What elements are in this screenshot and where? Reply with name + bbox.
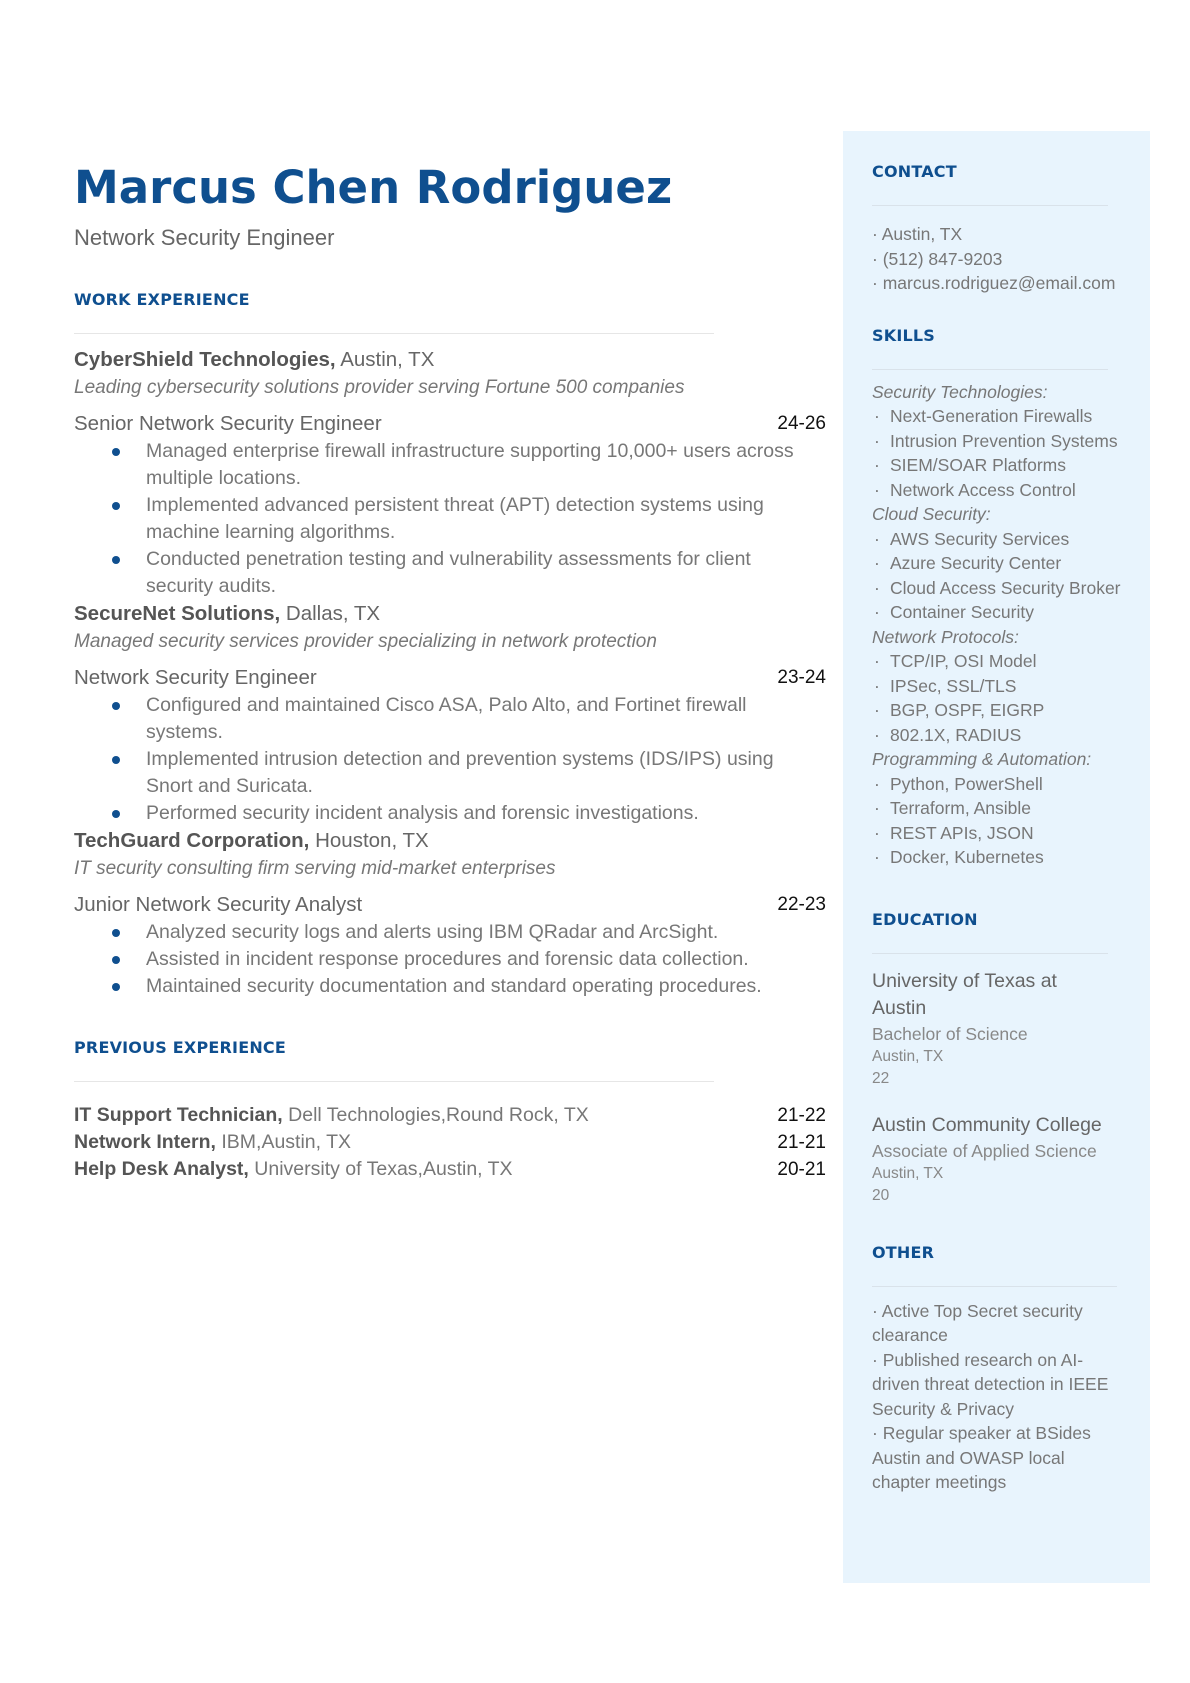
skill-text: 802.1X, RADIUS	[890, 724, 1022, 745]
achievement-item	[146, 946, 796, 973]
education-degree: Associate of Applied Science	[872, 1140, 1097, 1161]
bullet-icon: ·	[874, 651, 880, 671]
education-school: University of Texas at Austin	[872, 969, 1057, 1019]
bullet-icon	[112, 702, 120, 710]
achievement-text: Configured and maintained Cisco ASA, Palo Alto, and Fortinet firewall systems.	[146, 694, 747, 743]
role-row	[74, 664, 826, 692]
role-title: Junior Network Security Analyst	[74, 893, 363, 916]
section-divider	[872, 1286, 1117, 1287]
bullet-icon: ·	[874, 602, 880, 622]
company-location: Dallas, TX	[280, 602, 381, 625]
skill-item	[872, 404, 1127, 429]
role-title: Senior Network Security Engineer	[74, 412, 382, 435]
skill-text: Next-Generation Firewalls	[890, 406, 1093, 426]
bullet-icon	[112, 983, 120, 991]
skill-item	[872, 478, 1127, 503]
bullet-icon: ·	[874, 577, 880, 598]
skill-item	[872, 796, 1127, 821]
section-title-previous-experience: PREVIOUS EXPERIENCE	[74, 1038, 286, 1057]
other-item: · Published research on AI-driven threat detection in IEEE Security & Privacy	[872, 1349, 1109, 1419]
achievement-text: Performed security incident analysis and forensic investigations.	[146, 802, 699, 824]
candidate-title: Network Security Engineer	[74, 225, 335, 250]
previous-experience-item	[74, 1156, 826, 1183]
company-tagline: Leading cybersecurity solutions provider serving Fortune 500 companies	[74, 377, 685, 398]
bullet-icon: ·	[874, 847, 880, 867]
skill-category: Programming & Automation:	[872, 749, 1092, 769]
achievement-item	[146, 438, 796, 492]
other-list	[872, 1299, 1112, 1495]
bullet-icon: ·	[874, 675, 880, 696]
section-title-work-experience: WORK EXPERIENCE	[74, 290, 250, 309]
education-year: 22	[872, 1069, 890, 1087]
sidebar	[843, 131, 1150, 1583]
company-line	[74, 346, 826, 374]
bullet-icon: ·	[874, 455, 880, 475]
company-line	[74, 600, 826, 628]
section-title-education: EDUCATION	[872, 909, 978, 929]
previous-dates: 21-21	[777, 1132, 826, 1153]
contact-email-link[interactable]: marcus.rodriguez@email.com	[882, 273, 1116, 293]
education-location: Austin, TX	[872, 1164, 944, 1182]
skill-text: Cloud Access Security Broker	[890, 577, 1121, 598]
role-dates: 22-23	[777, 894, 826, 915]
section-divider	[74, 333, 714, 334]
achievement-text: Analyzed security logs and alerts using IBM QRadar and ArcSight.	[146, 921, 719, 943]
skill-text: Python, PowerShell	[890, 773, 1043, 794]
achievement-text: Implemented intrusion detection and prevention systems (IDS/IPS) using Snort and Suricata.	[146, 748, 774, 797]
education-entry	[872, 1112, 1127, 1207]
previous-role: Help Desk Analyst,	[74, 1158, 249, 1180]
skill-item	[872, 453, 1127, 478]
job-entry	[74, 600, 826, 827]
previous-dates: 20-21	[777, 1159, 826, 1180]
section-title-other: OTHER	[872, 1242, 935, 1262]
skill-item	[872, 527, 1127, 552]
achievement-text: Implemented advanced persistent threat (APT) detection systems using machine learning algorithms.	[146, 494, 764, 543]
previous-dates: 21-22	[777, 1105, 826, 1126]
skill-text: Terraform, Ansible	[890, 798, 1032, 818]
section-divider	[872, 205, 1108, 206]
job-entry	[74, 346, 826, 600]
contact-phone: · (512) 847-9203	[872, 248, 1003, 269]
skill-text: IPSec, SSL/TLS	[890, 675, 1017, 696]
bullet-icon: ·	[874, 528, 880, 549]
achievement-list	[74, 919, 796, 1000]
education-degree: Bachelor of Science	[872, 1023, 1028, 1044]
role-title: Network Security Engineer	[74, 666, 317, 689]
role-dates: 23-24	[777, 667, 826, 688]
skill-text: BGP, OSPF, EIGRP	[890, 700, 1045, 720]
other-text: Regular speaker at BSides Austin and OWASP local chapter meetings	[872, 1423, 1091, 1492]
previous-detail: Dell Technologies,Round Rock, TX	[282, 1104, 589, 1126]
section-title-contact: CONTACT	[872, 162, 957, 181]
bullet-icon	[112, 556, 120, 564]
company-location: Houston, TX	[309, 829, 429, 852]
education-location: Austin, TX	[872, 1047, 944, 1065]
skill-text: TCP/IP, OSI Model	[890, 651, 1037, 671]
skill-item	[872, 723, 1127, 748]
sidebar-content	[872, 131, 1127, 1495]
bullet-icon	[112, 502, 120, 510]
company-line	[74, 827, 826, 855]
bullet-icon: ·	[874, 406, 880, 426]
previous-experience-item	[74, 1102, 826, 1129]
contact-phone-text: (512) 847-9203	[882, 248, 1003, 269]
previous-experience-item	[74, 1129, 826, 1156]
other-text: Active Top Secret security clearance	[872, 1300, 1083, 1345]
previous-detail: University of Texas,Austin, TX	[248, 1158, 513, 1180]
skill-item	[872, 845, 1127, 870]
skill-text: REST APIs, JSON	[890, 822, 1034, 843]
candidate-name: Marcus Chen Rodriguez	[74, 161, 673, 214]
bullet-icon	[112, 956, 120, 964]
skill-text: Azure Security Center	[890, 553, 1062, 573]
skill-item	[872, 429, 1127, 454]
skill-text: Intrusion Prevention Systems	[890, 430, 1118, 451]
section-divider	[872, 369, 1108, 370]
achievement-text: Assisted in incident response procedures and forensic data collection.	[146, 948, 749, 970]
previous-role: IT Support Technician,	[74, 1104, 283, 1126]
company-tagline: Managed security services provider specializing in network protection	[74, 631, 657, 652]
bullet-icon	[112, 448, 120, 456]
company-name: TechGuard Corporation,	[74, 829, 310, 852]
education-entry	[872, 968, 1092, 1090]
skill-text: AWS Security Services	[890, 528, 1070, 549]
skill-item	[872, 576, 1127, 601]
achievement-text: Conducted penetration testing and vulnerability assessments for client security audits.	[146, 548, 751, 597]
achievement-text: Maintained security documentation and standard operating procedures.	[146, 975, 762, 997]
achievement-list	[74, 438, 796, 600]
previous-role: Network Intern,	[74, 1131, 216, 1153]
section-title-skills: SKILLS	[872, 325, 935, 345]
skill-item	[872, 649, 1127, 674]
achievement-item	[146, 746, 796, 800]
bullet-icon: ·	[874, 479, 880, 500]
contact-location: · Austin, TX	[872, 224, 963, 244]
skill-category: Security Technologies:	[872, 381, 1048, 402]
role-row	[74, 410, 826, 438]
contact-email[interactable]: · marcus.rodriguez@email.com	[872, 273, 1116, 293]
bullet-icon: ·	[874, 773, 880, 794]
achievement-list	[74, 692, 796, 827]
skill-item	[872, 821, 1127, 846]
skill-item	[872, 698, 1127, 723]
other-text: Published research on AI-driven threat detection in IEEE Security & Privacy	[872, 1349, 1109, 1419]
contact-location-text: Austin, TX	[881, 224, 963, 244]
skill-text: SIEM/SOAR Platforms	[890, 455, 1067, 475]
job-entry	[74, 827, 826, 1000]
skill-item	[872, 600, 1127, 625]
skill-item	[872, 772, 1127, 797]
achievement-text: Managed enterprise firewall infrastructure supporting 10,000+ users across multiple locations.	[146, 440, 794, 489]
other-item: · Active Top Secret security clearance	[872, 1300, 1083, 1345]
section-divider	[74, 1081, 714, 1082]
skill-item	[872, 674, 1127, 699]
education-year: 20	[872, 1186, 890, 1204]
bullet-icon: ·	[874, 430, 880, 451]
company-tagline: IT security consulting firm serving mid-market enterprises	[74, 858, 556, 879]
bullet-icon	[112, 929, 120, 937]
bullet-icon: ·	[874, 822, 880, 843]
previous-experience-list	[74, 1102, 826, 1183]
other-item: · Regular speaker at BSides Austin and OWASP local chapter meetings	[872, 1423, 1091, 1492]
company-name: SecureNet Solutions,	[74, 602, 281, 625]
bullet-icon	[112, 810, 120, 818]
skill-category: Network Protocols:	[872, 626, 1019, 647]
skill-text: Docker, Kubernetes	[890, 847, 1044, 867]
skill-text: Container Security	[890, 602, 1034, 622]
company-name: CyberShield Technologies,	[74, 348, 336, 371]
achievement-item	[146, 692, 796, 746]
role-row	[74, 891, 826, 919]
achievement-item	[146, 546, 796, 600]
section-divider	[872, 953, 1108, 954]
bullet-icon: ·	[874, 724, 880, 745]
bullet-icon: ·	[874, 798, 880, 818]
skill-category: Cloud Security:	[872, 504, 991, 524]
previous-detail: IBM,Austin, TX	[215, 1131, 352, 1153]
company-location: Austin, TX	[335, 348, 435, 371]
role-dates: 24-26	[777, 413, 826, 434]
bullet-icon: ·	[874, 700, 880, 720]
skill-item	[872, 551, 1127, 576]
bullet-icon: ·	[874, 553, 880, 573]
achievement-item	[146, 919, 796, 946]
bullet-icon	[112, 756, 120, 764]
education-school: Austin Community College	[872, 1113, 1102, 1136]
achievement-item	[146, 492, 796, 546]
contact-list	[872, 222, 1127, 296]
main-column	[74, 158, 826, 1183]
achievement-item	[146, 973, 796, 1000]
achievement-item	[146, 800, 796, 827]
skill-text: Network Access Control	[890, 479, 1076, 500]
skills-list	[872, 380, 1127, 870]
